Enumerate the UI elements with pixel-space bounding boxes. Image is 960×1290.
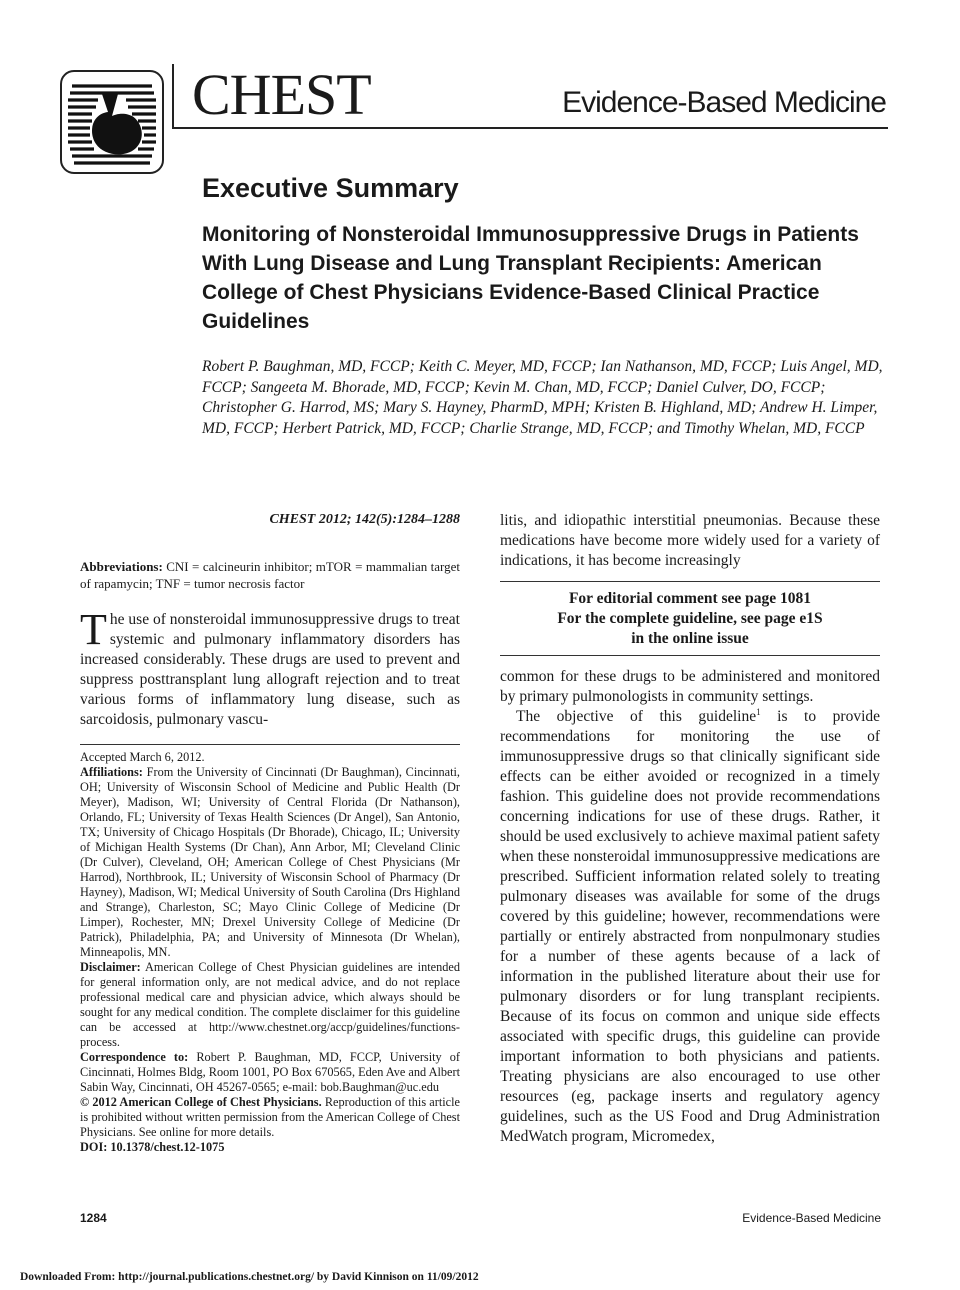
editorial-rule-bottom bbox=[500, 655, 880, 656]
journal-logo bbox=[60, 70, 164, 174]
disclaimer-text: American College of Chest Physician guidelines are intended for general information only, are not medical advice, and do not replace professional medical care and physician advice, which always should be sought for any medical condition. The complete disclaimer for this guideline can be accessed at http://www.chestnet.org/accp/guidelines/functions-process. bbox=[80, 960, 461, 1049]
author-list: Robert P. Baughman, MD, FCCP; Keith C. Meyer, MD, FCCP; Ian Nathanson, MD, FCCP; Luis Angel, MD, FCCP; Sangeeta M. Bhorade, MD, FCCP; Kevin M. Chan, MD, FCCP; Daniel Culver, DO, FCCP; Christopher G. Harrod, MS; Mary S. Hayney, PharmD, MPH; Kristen B. Highland, MD; Andrew H. Limper, MD, FCCP; Herbert Patrick, MD, FCCP; Charlie Strange, MD, FCCP; and Timothy Whelan, MD, FCCP bbox=[202, 358, 883, 437]
affiliations-label: Affiliations: bbox=[80, 765, 143, 779]
editorial-comment-line: For editorial comment see page 1081 bbox=[568, 590, 812, 607]
abbreviations-label: Abbreviations: bbox=[80, 559, 163, 574]
col2-body bbox=[500, 667, 880, 1147]
correspondence-text: Robert P. Baughman, MD, FCCP, University of Cincinnati, Holmes Bldg, Room 1001, PO Box 670565, Eden Ave and Albert Sabin Way, Cincinnati, OH 45267-0565; e-mail: bob.Baughman@uc.edu bbox=[80, 1050, 460, 1094]
abbreviations-text: CNI = calcineurin inhibitor; mTOR = mammalian target of rapamycin; TNF = tumor necrosis factor bbox=[80, 559, 460, 591]
accepted-date: Accepted March 6, 2012. bbox=[80, 750, 205, 764]
footnotes bbox=[80, 750, 460, 1155]
header-vertical-rule bbox=[172, 64, 174, 128]
download-notice: Downloaded From: http://journal.publications.chestnet.org/ by David Kinnison on 11/09/2012 bbox=[20, 1271, 479, 1283]
section-name: Evidence-Based Medicine bbox=[562, 86, 886, 119]
editorial-note bbox=[500, 589, 880, 649]
intro-paragraph bbox=[80, 605, 460, 730]
disclaimer-label: Disclaimer: bbox=[80, 960, 141, 974]
objective-text-start: The objective of this guideline bbox=[516, 708, 757, 725]
header-rule bbox=[172, 127, 888, 129]
online-issue-line: in the online issue bbox=[631, 630, 749, 647]
intro-text: he use of nonsteroidal immunosuppressive drugs to treat systemic and pulmonary inflammatory disorders has increased considerably. These drugs are used to prevent and suppress posttransplant lung allograft rejection and to treat various forms of inflammatory lung disease, such as sarcoidosis, pulmonary vascu- bbox=[80, 611, 460, 728]
doi-label: DOI: bbox=[80, 1140, 108, 1154]
doi-link[interactable]: 10.1378/chest.12-1075 bbox=[110, 1140, 225, 1154]
footnote-rule bbox=[80, 744, 460, 745]
col2-continuation: litis, and idiopathic interstitial pneumonias. Because these medications have become more widely used for a variety of indications, it has become increasingly bbox=[500, 512, 880, 569]
objective-text-rest: is to provide recommendations for monitoring the use of immunosuppressive drugs so that clinically significant side effects can be either avoided or recognized in a timely fashion. This guideline does not provide recommendations concerning indications for use of these drugs. Rather, it should be used exclusively to achieve maximal patient safety when these nonsteroidal immunosuppressive medications are prescribed. Sufficient information related solely to treating pulmonary diseases was available for some of the drugs covered by this guideline; however, recommendations were partially or entirely abstracted from nonpulmonary studies for a number of these agents because of a lack of information in the published literature about their use for pulmonary disorders or for lung transplant recipients. Because of its focus on common and unique side effects associated with specific drugs, this guideline can provide important information to both physicians and patients. Treating physicians are also encouraged to use other resources (eg, package inserts and regulatory agency guidelines, such as the US Food and Drug Administration MedWatch program, Micromedex, bbox=[500, 708, 881, 1145]
journal-name: CHEST bbox=[192, 62, 371, 127]
copyright bbox=[80, 1095, 460, 1140]
correspondence bbox=[80, 1050, 460, 1095]
body-paragraph-2 bbox=[500, 707, 880, 1147]
copyright-text: Reproduction of this article is prohibited without written permission from the American College of Chest Physicians. See online for more details. bbox=[80, 1095, 460, 1139]
article-type: Executive Summary bbox=[202, 173, 459, 203]
correspondence-label: Correspondence to: bbox=[80, 1050, 189, 1064]
doi bbox=[80, 1140, 460, 1155]
editorial-rule-top bbox=[500, 581, 880, 582]
running-footer: Evidence-Based Medicine bbox=[742, 1211, 881, 1225]
affiliations-text: From the University of Cincinnati (Dr Baughman), Cincinnati, OH; University of Wisconsin School of Medicine and Public Health (Dr Meyer), Madison, WI; University of Central Florida (Dr Nathanson), Orlando, FL; University of Texas Health Sciences (Dr Angel), San Antonio, TX; University of Chicago Hospitals (Dr Bhorade), Chicago, IL; University of Michigan Health Systems (Dr Chan), Ann Arbor, MI; Cleveland Clinic (Dr Culver), Cleveland, OH; American College of Chest Physicians (Mr Harrod), Northbrook, IL; University of Wisconsin School of Pharmacy (Dr Hayney), Madison, WI; Medical University of South Carolina (Drs Highland and Strange), Charleston, SC; Mayo Clinic College of Medicine (Dr Limper), Rochester, MN; Drexel University College of Medicine (Dr Patrick), Philadelphia, PA; and University of Minnesota (Dr Whelan), Minneapolis, MN. bbox=[80, 765, 460, 959]
citation: CHEST 2012; 142(5):1284–1288 bbox=[269, 512, 460, 527]
abbreviations bbox=[80, 558, 460, 592]
disclaimer bbox=[80, 960, 460, 1050]
affiliations bbox=[80, 765, 460, 960]
drop-cap: T bbox=[80, 605, 107, 654]
body-paragraph-1: common for these drugs to be administered and monitored by primary pulmonologists in community settings. bbox=[500, 668, 880, 705]
copyright-label: © 2012 American College of Chest Physicians. bbox=[80, 1095, 322, 1109]
lungs-logo-icon bbox=[62, 72, 162, 172]
article-title: Monitoring of Nonsteroidal Immunosuppressive Drugs in Patients With Lung Disease and Lung Transplant Recipients: American College of Chest Physicians Evidence-Based Clinical Practice Guidelines bbox=[202, 223, 859, 333]
page-number: 1284 bbox=[80, 1211, 107, 1225]
reference-1[interactable]: 1 bbox=[756, 706, 761, 717]
complete-guideline-line: For the complete guideline, see page e1S bbox=[557, 610, 823, 627]
